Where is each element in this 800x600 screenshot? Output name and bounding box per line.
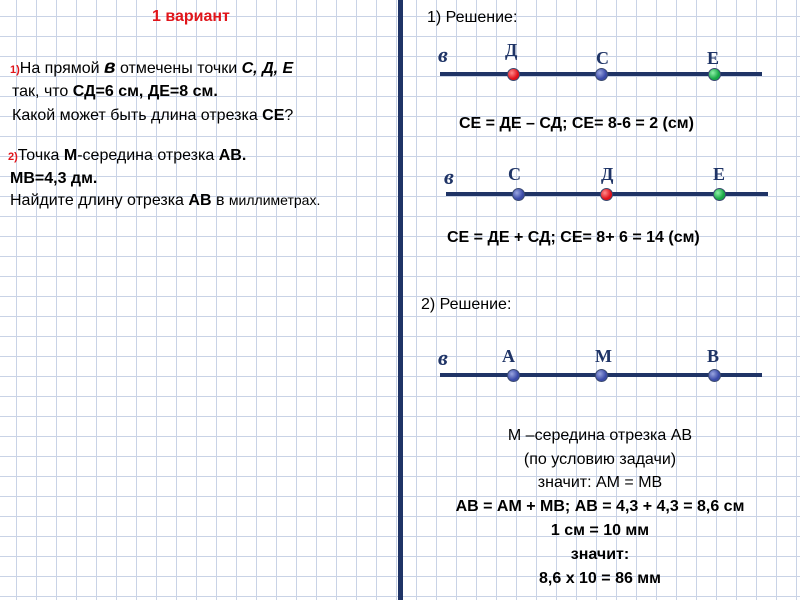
solution2-line3: значит: АМ = МВ <box>537 474 663 491</box>
diagram2-label-c: С <box>508 164 521 184</box>
problem1-line3 <box>12 107 293 125</box>
problem1-qmark: ? <box>284 107 294 124</box>
diagram1-label-d: Д <box>505 40 518 60</box>
solution2-heading: 2) Решение: <box>421 296 512 313</box>
problem1-number: 1) <box>10 64 20 76</box>
problem2-number: 2) <box>8 151 18 163</box>
problem1-segment: СЕ <box>262 107 285 124</box>
problem2-line2: МВ=4,3 дм. <box>10 170 98 187</box>
problem2-segment: АВ. <box>218 147 247 164</box>
problem2-point: М <box>63 147 78 164</box>
problem1-line-letter: в <box>104 57 116 78</box>
diagram1-point-e <box>708 68 721 81</box>
diagram2-line-name: в <box>444 164 454 189</box>
problem2-text-in: в <box>211 192 229 209</box>
problem1-points: С, Д, Е <box>241 60 294 77</box>
diagram1-point-d <box>507 68 520 81</box>
problem1-text: На прямой <box>19 60 105 77</box>
diagram3-label-b: В <box>707 346 720 366</box>
problem1-values: СД=6 см, ДЕ=8 см. <box>72 83 218 100</box>
problem2-question: Найдите длину отрезка <box>10 192 189 209</box>
diagram1-point-c <box>595 68 608 81</box>
solution2-line7: 8,6 х 10 = 86 мм <box>539 570 661 587</box>
diagram2-point-d <box>600 188 613 201</box>
problem1-line2 <box>12 83 218 101</box>
diagram3-point-a <box>507 369 520 382</box>
diagram1-label-c: С <box>596 48 609 68</box>
variant-title: 1 вариант <box>152 8 230 25</box>
problem2-segment2: АВ <box>188 192 212 209</box>
diagram2-point-e <box>713 188 726 201</box>
diagram3-label-m: М <box>595 346 612 366</box>
diagram2-label-d: Д <box>601 164 614 184</box>
problem1-line1 <box>10 57 293 79</box>
diagram2-point-c <box>512 188 525 201</box>
problem2-text-mid: -середина отрезка <box>77 147 219 164</box>
diagram2-label-e: Е <box>713 164 726 184</box>
solution2-line6: значит: <box>570 546 630 563</box>
diagram3-point-m <box>595 369 608 382</box>
solution2-line1: М –середина отрезка АВ <box>507 427 693 444</box>
problem1-question: Какой может быть длина отрезка <box>12 107 263 124</box>
notebook-divider <box>398 0 403 600</box>
problem2-line1 <box>8 147 246 165</box>
problem2-units: миллиметрах. <box>228 192 321 208</box>
diagram3-point-b <box>708 369 721 382</box>
solution2-line5: 1 см = 10 мм <box>550 522 650 539</box>
problem2-line3 <box>10 192 320 210</box>
problem1-text-mid: отмечены точки <box>115 60 242 77</box>
diagram3-line-name: в <box>438 345 448 370</box>
solution1-equation1: СЕ = ДЕ – СД; СЕ= 8-6 = 2 (см) <box>459 115 694 132</box>
diagram1-line-name: в <box>438 42 448 67</box>
solution1-heading: 1) Решение: <box>427 9 518 26</box>
diagram1-label-e: Е <box>707 48 720 68</box>
problem1-text2: так, что <box>12 83 73 100</box>
solution2-line2: (по условию задачи) <box>523 451 677 468</box>
diagram3-label-a: А <box>502 346 515 366</box>
problem2-text: Точка <box>17 147 64 164</box>
solution1-equation2: СЕ = ДЕ + СД; СЕ= 8+ 6 = 14 (см) <box>447 229 700 246</box>
solution2-line4: АВ = АМ + МВ; АВ = 4,3 + 4,3 = 8,6 см <box>455 498 745 515</box>
